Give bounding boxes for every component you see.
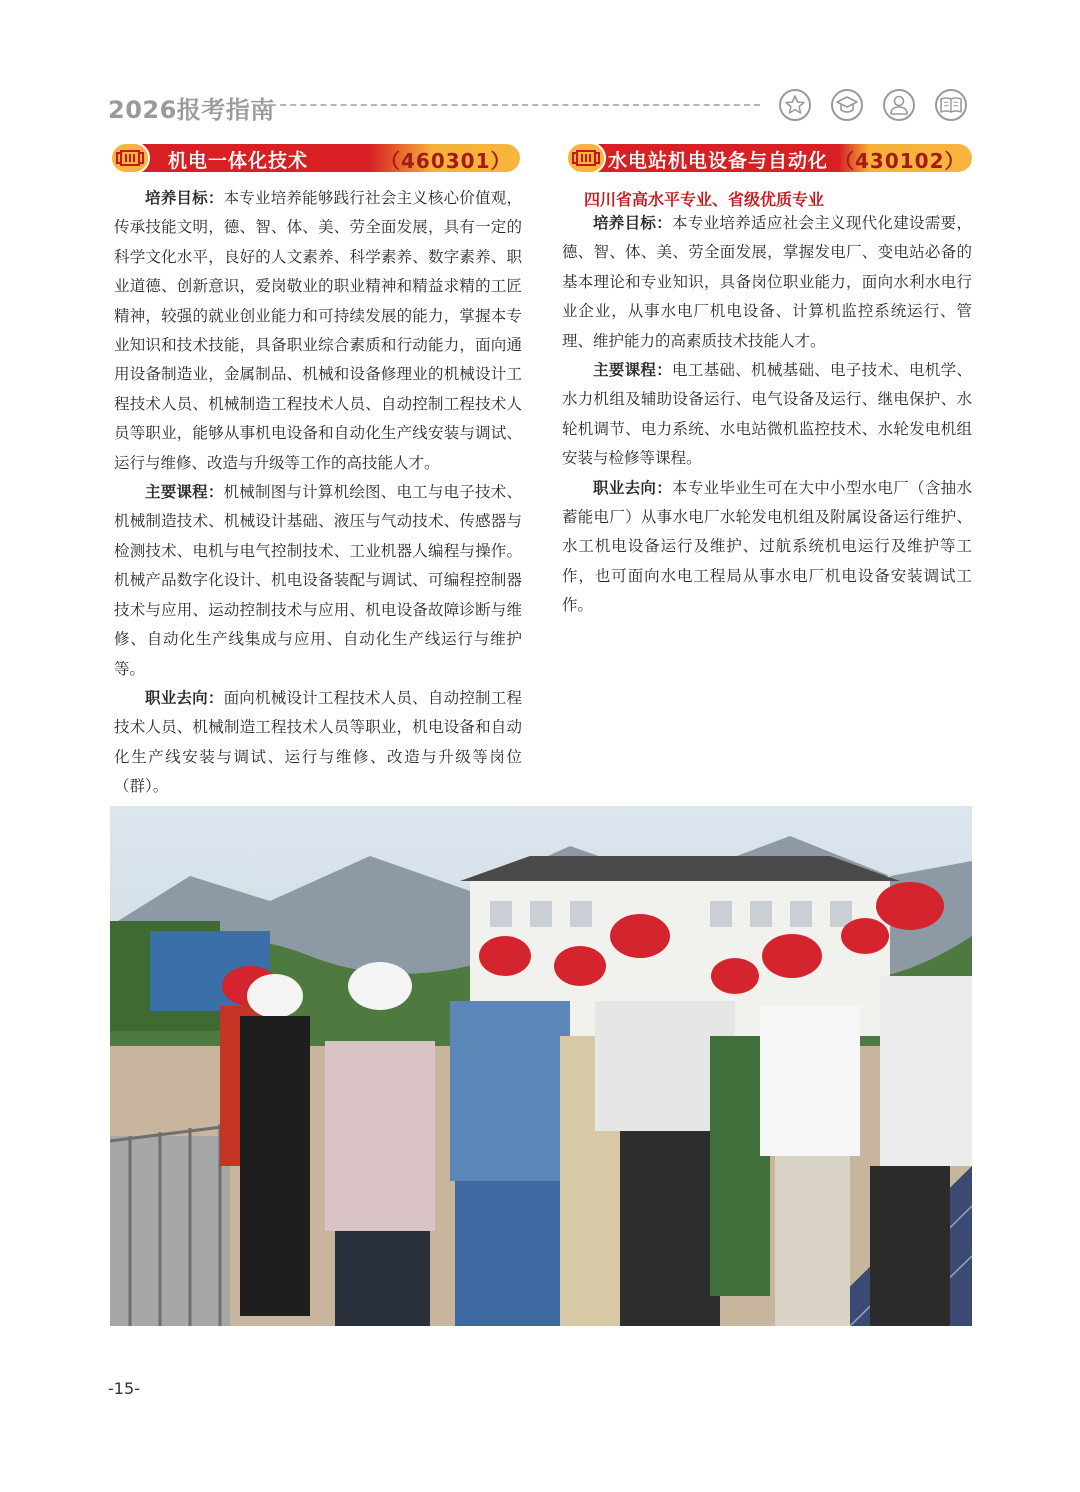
career-text: 本专业毕业生可在大中小型水电厂（含抽水蓄能电厂）从事水电厂水轮发电机组及附属设备运行维护、水工机电设备运行及维护、过航系统机电运行及维护等工作，也可面向水电工程局从事水电厂机电设备安装调试工作。 [562, 478, 972, 615]
guide-title: 2026报考指南 [108, 96, 275, 124]
left-section-banner [110, 142, 520, 174]
page-number: -15- [108, 1379, 140, 1398]
page-header [108, 86, 972, 126]
career-label: 职业去向： [593, 478, 673, 497]
course-paragraph [562, 356, 972, 474]
scroll-icon [112, 144, 148, 172]
banner-emblem [566, 142, 606, 174]
goal-paragraph [114, 184, 522, 478]
section-subtitle: 四川省高水平专业、省级优质专业 [584, 190, 825, 209]
graduation-cap-icon [830, 88, 864, 122]
career-label: 职业去向： [145, 688, 224, 707]
section-title: 机电一体化技术 [168, 150, 309, 172]
career-paragraph [114, 684, 522, 802]
section-code: （430102） [834, 149, 966, 173]
goal-label: 培养目标： [593, 214, 673, 232]
photo-illustration [110, 806, 972, 1326]
header-icon-row [778, 88, 968, 122]
star-icon [778, 88, 812, 122]
scroll-icon [568, 144, 604, 172]
goal-text: 本专业培养适应社会主义现代化建设需要，德、智、体、美、劳全面发展，掌握发电厂、变电站必备的基本理论和专业知识，具备岗位职业能力，面向水利水电行业企业，从事水电厂机电设备、计算机监控系统运行、管理、维护能力的高素质技术技能人才。 [562, 214, 972, 350]
course-label: 主要课程： [593, 361, 673, 380]
career-text: 面向机械设计工程技术人员、自动控制工程技术人员、机械制造工程技术人员等职业，机电设备和自动化生产线安装与调试、运行与维修、改造与升级等岗位（群）。 [114, 688, 522, 796]
field-trip-photo [110, 806, 972, 1326]
right-body-text [562, 209, 972, 621]
goal-text: 本专业培养能够践行社会主义核心价值观，传承技能文明，德、智、体、美、劳全面发展，具有一定的科学文化水平，良好的人文素养、科学素养、数字素养、职业道德、创新意识，爱岗敬业的职业精神和精益求精的工匠精神，较强的就业创业能力和可持续发展的能力，掌握本专业知识和技术技能，具备职业综合素质和行动能力，面向通用设备制造业，金属制品、机械和设备修理业的机械设计工程技术人员、机械制造工程技术人员、自动控制工程技术人员等职业，能够从事机电设备和自动化生产线安装与调试、运行与维修、改造与升级等工作的高技能人才。 [114, 189, 522, 472]
section-code: （460301） [380, 149, 512, 173]
goal-paragraph [562, 209, 972, 356]
career-paragraph [562, 474, 972, 621]
goal-label: 培养目标： [145, 189, 224, 207]
course-text: 机械制图与计算机绘图、电工与电子技术、机械制造技术、机械设计基础、液压与气动技术、传感器与检测技术、电机与电气控制技术、工业机器人编程与操作。机械产品数字化设计、机电设备装配与调试、可编程控制器技术与应用、运动控制技术与应用、机电设备故障诊断与维修、自动化生产线集成与应用、自动化生产线运行与维护等。 [114, 483, 522, 678]
book-icon [934, 88, 968, 122]
course-text: 电工基础、机械基础、电子技术、电机学、水力机组及辅助设备运行、电气设备及运行、继电保护、水轮机调节、电力系统、水电站微机监控技术、水轮发电机组安装与检修等课程。 [562, 361, 972, 468]
person-icon [882, 88, 916, 122]
section-title: 水电站机电设备与自动化 [608, 150, 829, 172]
header-divider [260, 104, 760, 106]
course-label: 主要课程： [145, 483, 224, 502]
banner-emblem [110, 142, 150, 174]
right-section-banner [566, 142, 972, 174]
course-paragraph [114, 478, 522, 684]
left-body-text [114, 184, 522, 802]
